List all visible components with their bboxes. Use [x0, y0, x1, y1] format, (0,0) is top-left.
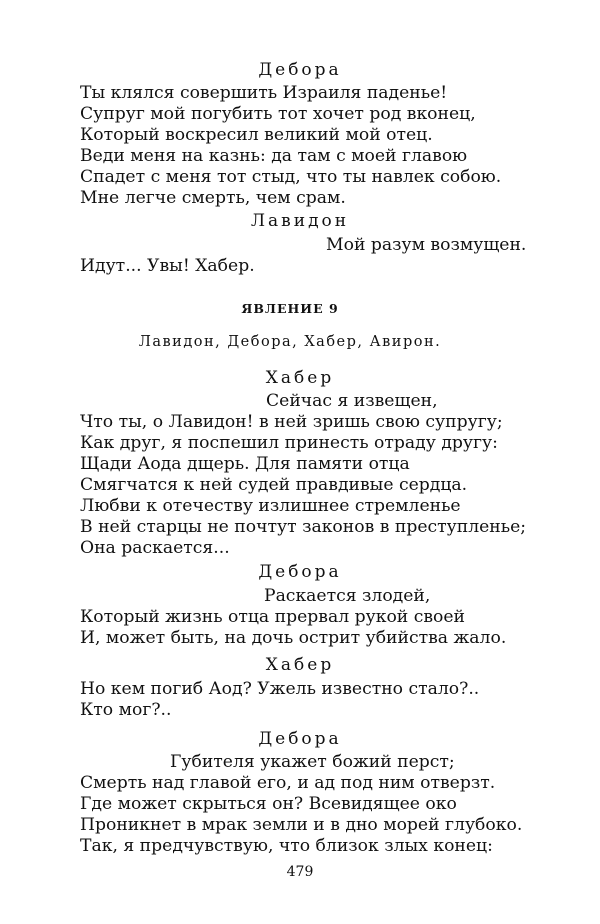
verse-line: Мне легче смерть, чем срам.: [80, 188, 346, 208]
verse-line: Веди меня на казнь: да там с моей главою: [80, 146, 468, 166]
verse-line: Спадет с меня тот стыд, что ты навлек собою.: [80, 167, 502, 187]
verse-line: Супруг мой погубить тот хочет род вконец,: [80, 104, 476, 124]
verse-line: Идут... Увы! Хабер.: [80, 256, 255, 276]
verse-line: Смягчатся к ней судей правдивые сердца.: [80, 475, 468, 495]
verse-line: Где может скрыться он? Всевидящее око: [80, 794, 457, 814]
speaker-name: Хабер: [265, 368, 335, 388]
verse-line: Раскается злодей,: [264, 586, 431, 606]
speaker-name: Дебора: [258, 562, 342, 582]
verse-line: Смерть над главой его, и ад под ним отверзт.: [80, 773, 496, 793]
verse-line: Но кем погиб Аод? Ужель известно стало?..: [80, 679, 480, 699]
speaker-name: Хабер: [265, 655, 335, 675]
speaker-name: Лавидон: [250, 211, 350, 231]
verse-line: Сейчас я извещен,: [266, 391, 438, 411]
verse-line: Любви к отечеству излишнее стремленье: [80, 496, 461, 516]
verse-line: Что ты, о Лавидон! в ней зришь свою супругу;: [80, 412, 503, 432]
verse-line: И, может быть, на дочь острит убийства жало.: [80, 628, 507, 648]
verse-line: Губителя укажет божий перст;: [170, 752, 455, 772]
verse-line: Она раскается...: [80, 538, 230, 558]
verse-line: Ты клялся совершить Израиля паденье!: [80, 83, 448, 103]
verse-line: Так, я предчувствую, что близок злых конец:: [80, 836, 493, 856]
verse-line: Мой разум возмущен.: [326, 235, 527, 255]
speaker-name: Дебора: [258, 729, 342, 749]
speaker-name: Дебора: [258, 60, 342, 80]
verse-line: В ней старцы не почтут законов в преступленье;: [80, 517, 527, 537]
verse-line: Который жизнь отца прервал рукой своей: [80, 607, 465, 627]
verse-line: Щади Аода дщерь. Для памяти отца: [80, 454, 410, 474]
verse-line: Проникнет в мрак земли и в дно морей глубоко.: [80, 815, 523, 835]
verse-line: Который воскресил великий мой отец.: [80, 125, 433, 145]
scene-heading: ЯВЛЕНИЕ 9: [241, 301, 339, 316]
page-number: 479: [286, 864, 314, 880]
scene-cast: Лавидон, Дебора, Хабер, Авирон.: [138, 334, 442, 350]
verse-line: Кто мог?..: [80, 700, 172, 720]
verse-line: Как друг, я поспешил принесть отраду другу:: [80, 433, 498, 453]
